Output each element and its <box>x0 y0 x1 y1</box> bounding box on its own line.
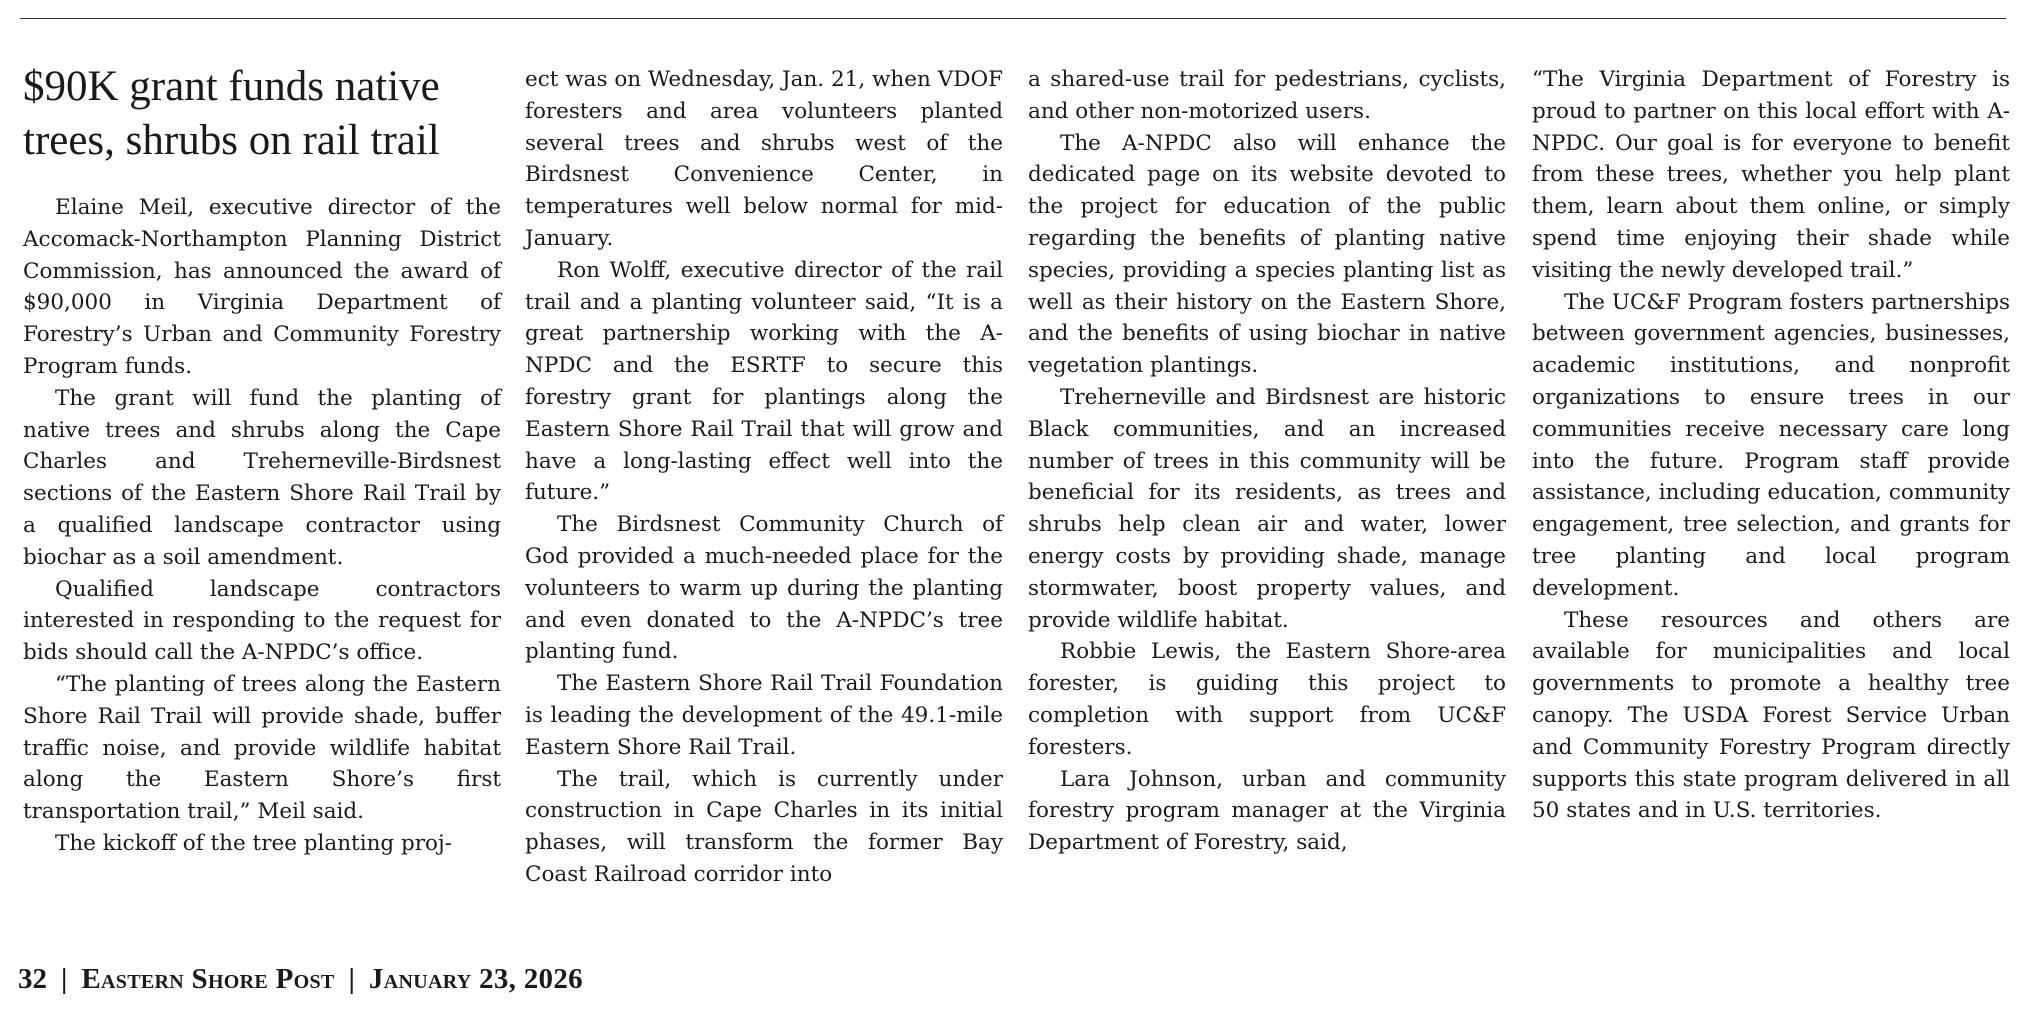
article-column-4 <box>1532 64 2010 827</box>
article-paragraph: The UC&F Program fosters partnerships between government agencies, businesses, academic institutions, and nonprofit organizations to ensure trees in our communities receive necessary care long into the future. Program staff provide assistance, including education, community engagement, tree selection, and grants for tree planting and local program development. <box>1532 289 2010 601</box>
article-paragraph: The Eastern Shore Rail Trail Foundation is leading the development of the 49.1-mile Eastern Shore Rail Trail. <box>525 671 1003 760</box>
article-paragraph: Lara Johnson, urban and community forestry program manager at the Virginia Department of Forestry, said, <box>1028 766 1506 856</box>
article-paragraph: The Birdsnest Community Church of God provided a much-needed place for the volunteers to warm up during the planting and even donated to the A-NPDC’s tree planting fund. <box>525 512 1003 665</box>
article-paragraph: Treherneville and Birdsnest are historic Black communities, and an increased number of trees in this community will be beneficial for its residents, as trees and shrubs help clean air and water, lower energy costs by providing shade, manage stormwater, boost property values, and provide wildlife habitat. <box>1028 384 1506 633</box>
footer-separator: | <box>348 963 355 995</box>
article-paragraph: “The planting of trees along the Eastern Shore Rail Trail will provide shade, buffer traffic noise, and provide wildlife habitat along the Eastern Shore’s first transportation trail,” Meil said. <box>23 671 501 825</box>
article-paragraph: a shared-use trail for pedestrians, cyclists, and other non-motorized users. <box>1028 67 1506 124</box>
article-headline: $90K grant funds native trees, shrubs on rail trail <box>23 63 440 164</box>
article-paragraph: Robbie Lewis, the Eastern Shore-area forester, is guiding this project to completion with support from UC&F foresters. <box>1028 639 1506 760</box>
article-column-3 <box>1028 64 1506 859</box>
article-paragraph: These resources and others are available for municipalities and local governments to promote a healthy tree canopy. The USDA Forest Service Urban and Community Forestry Program directly supports this state program delivered in all 50 states and in U.S. territories. <box>1532 607 2010 824</box>
publication-name: Eastern Shore Post <box>81 963 335 995</box>
article-paragraph: ect was on Wednesday, Jan. 21, when VDOF foresters and area volunteers planted several trees and shrubs west of the Birdsnest Convenience Center, in temperatures well below normal for mid-January. <box>525 67 1003 251</box>
article-paragraph: The trail, which is currently under construction in Cape Charles in its initial phases, will transform the former Bay Coast Railroad corridor into <box>525 766 1003 887</box>
page-footer <box>18 962 583 996</box>
publication-date: January 23, 2026 <box>368 963 583 995</box>
article-paragraph: Ron Wolff, executive director of the rail trail and a planting volunteer said, “It is a great partnership working with the A-NPDC and the ESRTF to secure this forestry grant for plantings along the Eastern Shore Rail Trail that will grow and have a long-lasting effect well into the future.” <box>525 257 1003 506</box>
article-column-1 <box>23 60 501 860</box>
article-column-2 <box>525 64 1003 891</box>
article-paragraph: Elaine Meil, executive director of the Accomack-Northampton Planning District Commission, has announced the award of $90,000 in Virginia Department of Forestry’s Urban and Community Forestry Program funds. <box>23 195 501 379</box>
article-paragraph: The grant will fund the planting of native trees and shrubs along the Cape Charles and Treherneville-Birdsnest sections of the Eastern Shore Rail Trail by a qualified landscape contractor using biochar as a soil amendment. <box>23 385 501 570</box>
article-paragraph: Qualified landscape contractors interested in responding to the request for bids should call the A-NPDC’s office. <box>23 576 501 666</box>
page-number: 32 <box>18 963 47 995</box>
article-paragraph: The A-NPDC also will enhance the dedicated page on its website devoted to the project for education of the public regarding the benefits of planting native species, providing a species planting list as well as their history on the Eastern Shore, and the benefits of using biochar in native vegetation plantings. <box>1028 130 1506 379</box>
article-paragraph: The kickoff of the tree planting proj- <box>55 830 452 856</box>
footer-separator: | <box>61 963 68 995</box>
article-paragraph: “The Virginia Department of Forestry is proud to partner on this local effort with A-NPDC. Our goal is for everyone to benefit from these trees, whether you help plant them, learn about them online, or simply spend time enjoying their shade while visiting the newly developed trail.” <box>1532 67 2010 283</box>
top-rule <box>20 18 2006 19</box>
